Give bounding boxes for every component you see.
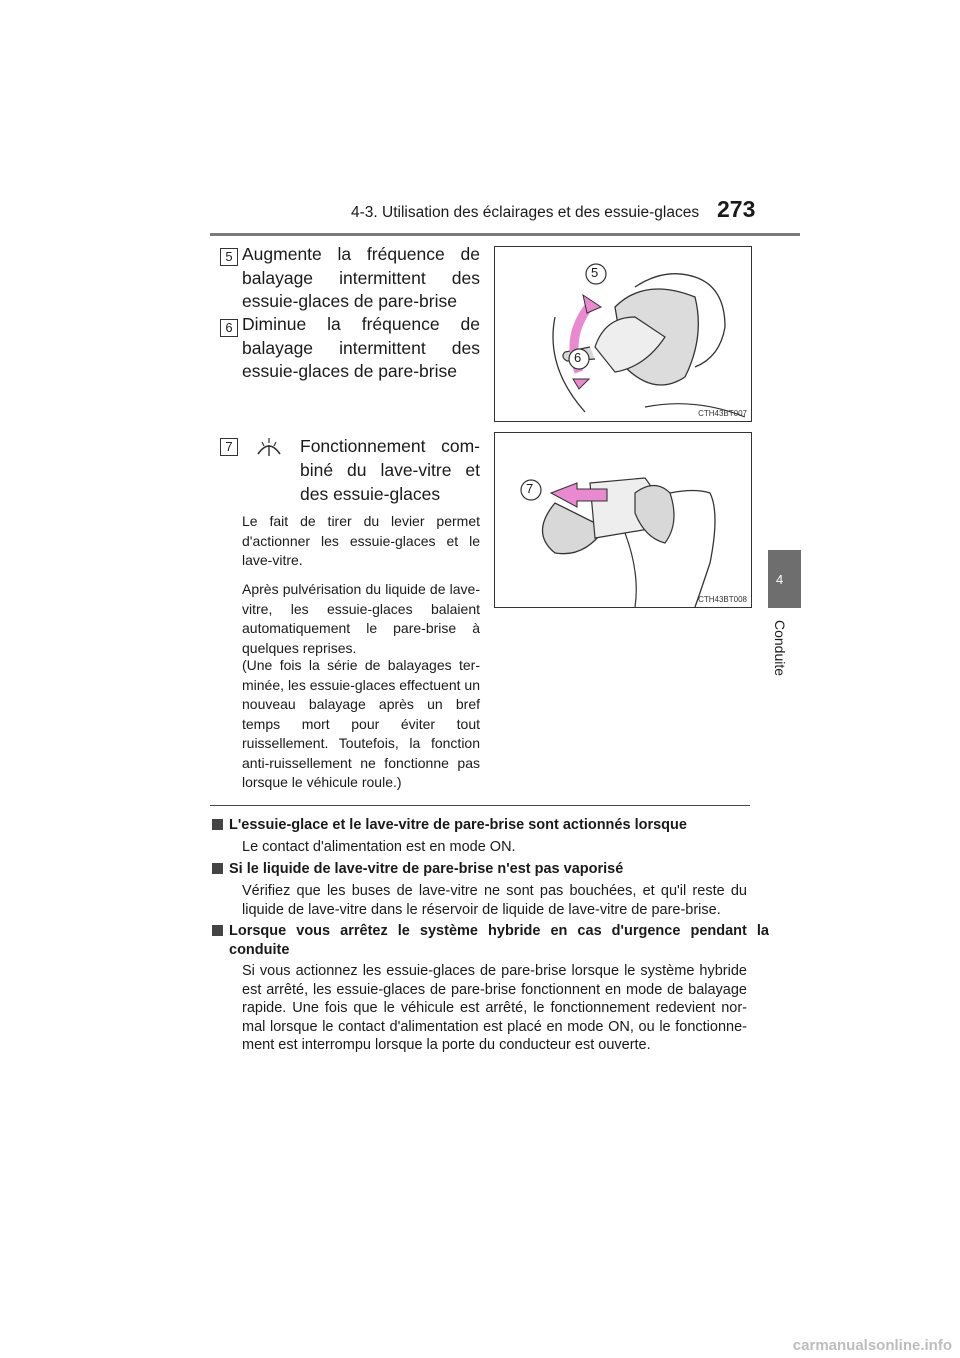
figure-wiper-frequency bbox=[494, 246, 752, 422]
chapter-label: Conduite bbox=[772, 620, 788, 677]
figure-code: CTH43BT008 bbox=[698, 595, 747, 604]
item-marker-5: 5 bbox=[220, 248, 238, 266]
section-title: 4-3. Utilisation des éclairages et des essuie-glaces bbox=[351, 204, 700, 221]
washer-lever-illustration bbox=[495, 433, 751, 607]
header-rule bbox=[210, 233, 800, 236]
item-marker-6: 6 bbox=[220, 319, 238, 337]
bullet-square-icon bbox=[212, 925, 223, 936]
item-6-text: Diminue la fréquence de balayage intermittent des essuie-glaces de pare-brise bbox=[242, 314, 480, 381]
item-7-text: Fonctionnement com-biné du lave-vitre et des essuie-glaces bbox=[300, 436, 480, 504]
figure-code: CTH43BT007 bbox=[698, 409, 747, 418]
note-heading-2: Si le liquide de lave-vitre de pare-brise n'est pas vaporisé bbox=[212, 860, 752, 879]
item-7-note-3: (Une fois la série de balayages ter-minée, les essuie-glaces effectuent un nouveau balayage après un bref temps mort pour éviter tout ruissellement. Toutefois, la fonction anti-ruissellement ne fonctionne pas lorsque le véhicule roule.) bbox=[242, 657, 480, 790]
bullet-square-icon bbox=[212, 863, 223, 874]
chapter-tab bbox=[768, 550, 801, 608]
note-body-3: Si vous actionnez les essuie-glaces de pare-brise lorsque le système hybride est arrêté, les essuie-glaces de pare-brise fonctionnent en mode de balayage rapide. Une fois que le véhicule est arrêté, le fonctionnement redevient nor-mal lorsque le contact d'alimentation est placé en mode ON, ou le fonctionne-ment est interrompu lorsque la porte du conducteur est ouverte. bbox=[242, 963, 747, 1053]
washer-wiper-icon bbox=[254, 434, 284, 460]
page-number: 273 bbox=[717, 196, 756, 222]
item-7-note-1: Le fait de tirer du levier permet d'actionner les essuie-glaces et le lave-vitre. bbox=[242, 513, 480, 568]
callout-5: 5 bbox=[591, 265, 599, 280]
item-7-note-2: Après pulvérisation du liquide de lave-vitre, les essuie-glaces balaient automatiquement le pare-brise à quelques reprises. bbox=[242, 581, 480, 656]
item-5-text: Augmente la fréquence de balayage intermittent des essuie-glaces de pare-brise bbox=[242, 244, 480, 311]
callout-6: 6 bbox=[574, 350, 582, 365]
note-body-2: Vérifiez que les buses de lave-vitre ne sont pas bouchées, et qu'il reste du liquide de lave-vitre dans le réservoir de liquide de lave-vitre de pare-brise. bbox=[242, 883, 747, 918]
bullet-square-icon bbox=[212, 819, 223, 830]
wiper-lever-illustration bbox=[495, 247, 751, 421]
note-heading-3: Lorsque vous arrêtez le système hybride en cas d'urgence pendant la conduite bbox=[212, 922, 769, 960]
watermark: carmanualsonline.info bbox=[792, 1337, 952, 1354]
figure-washer-operation bbox=[494, 432, 752, 608]
item-marker-7: 7 bbox=[220, 438, 238, 456]
chapter-number: 4 bbox=[776, 572, 784, 587]
note-heading-1: L'essuie-glace et le lave-vitre de pare-brise sont actionnés lorsque bbox=[212, 816, 752, 835]
section-divider bbox=[210, 805, 750, 806]
note-body-1: Le contact d'alimentation est en mode ON. bbox=[242, 839, 516, 855]
callout-7: 7 bbox=[526, 481, 534, 496]
